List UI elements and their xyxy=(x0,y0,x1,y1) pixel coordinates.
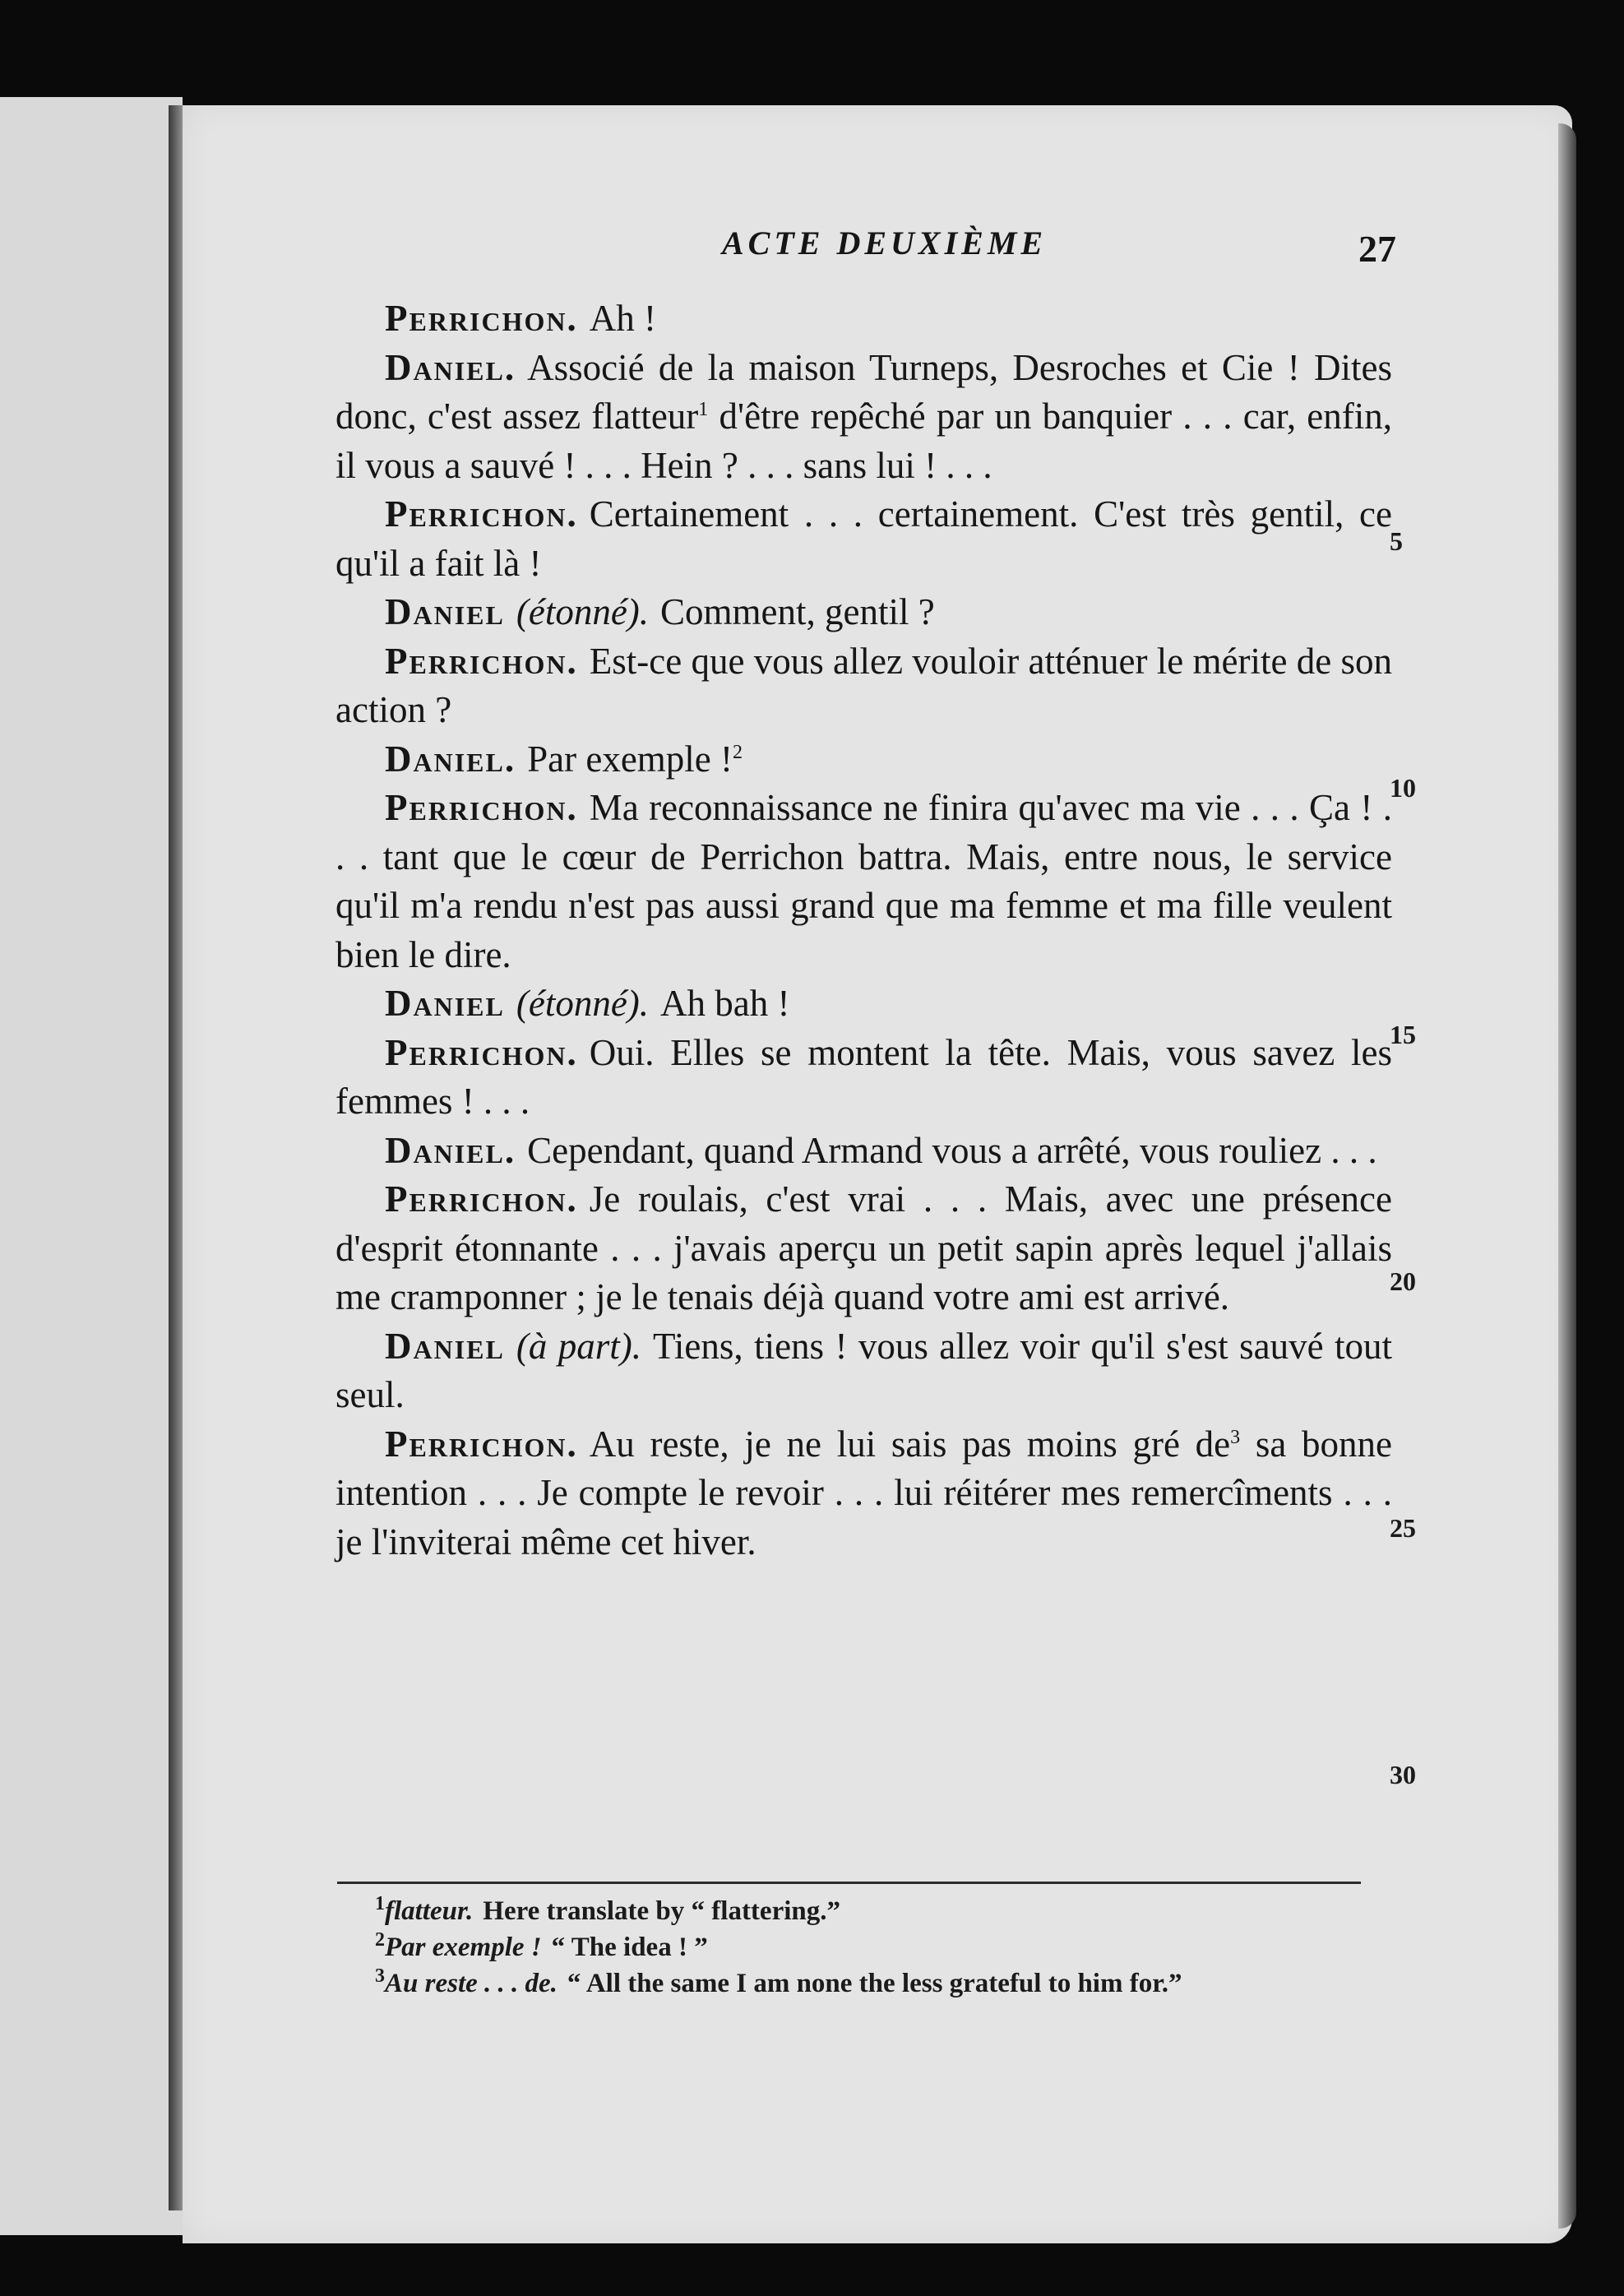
speech-text: Certainement . . . certainement. C'est très gentil, ce qu'il a fait là ! xyxy=(335,493,1392,584)
dialogue-line xyxy=(335,1420,1392,1567)
footnotes xyxy=(335,1893,1363,2002)
footnote-term: flatteur. xyxy=(385,1896,474,1926)
speaker-name: Daniel xyxy=(385,1325,505,1367)
line-number: 25 xyxy=(1390,1513,1416,1543)
dialogue-line xyxy=(335,344,1392,491)
speaker-name: Daniel xyxy=(385,591,505,632)
footnote-term: Au reste . . . de. xyxy=(385,1969,558,1998)
speaker-name: Daniel xyxy=(385,983,505,1024)
speech-text: Je roulais, c'est vrai . . . Mais, avec une présence d'esprit étonnante . . . j'avais aperçu un petit sapin après lequel j'allais me cramponner ; je le tenais déjà quand votre ami est arrivé. xyxy=(335,1178,1392,1317)
dialogue-line xyxy=(335,294,1392,344)
speaker-name: Perrichon. xyxy=(385,493,578,535)
running-head: ACTE DEUXIÈME xyxy=(722,225,1048,262)
speech-text: Ah ! xyxy=(589,298,656,339)
speaker-name: Perrichon. xyxy=(385,640,578,682)
dialogue-line xyxy=(335,588,1392,637)
line-number: 30 xyxy=(1390,1760,1416,1789)
dialogue-line xyxy=(335,735,1392,785)
line-number: 5 xyxy=(1390,526,1403,556)
speech-text: Ma reconnaissance ne finira qu'avec ma vie . . . Ça ! . . . tant que le cœur de Perrichon battra. Mais, entre nous, le service qu'il m'a rendu n'est pas aussi grand que ma femme et ma fille veulent bien le dire. xyxy=(335,787,1392,975)
speech-text: Est-ce que vous allez vouloir atténuer le mérite de son action ? xyxy=(335,640,1392,730)
dialogue-line xyxy=(335,784,1392,979)
speaker-name: Perrichon. xyxy=(385,1031,578,1073)
stage-direction: (étonné). xyxy=(516,983,650,1024)
dialogue-line xyxy=(335,1029,1392,1127)
speaker-name: Daniel. xyxy=(385,346,516,388)
footnote-rule xyxy=(337,1882,1361,1884)
speech-text: Par exemple ! xyxy=(527,738,733,780)
footnote xyxy=(335,1929,1363,1965)
facing-page-edge xyxy=(0,97,183,2235)
footnote-number: 3 xyxy=(375,1965,385,1987)
footnote-term: Par exemple ! xyxy=(385,1933,542,1962)
line-number: 20 xyxy=(1390,1266,1416,1296)
line-number: 10 xyxy=(1390,773,1416,803)
speech-text: Associé de la maison Turneps, Desroches et Cie ! Dites donc, c'est assez flatteur xyxy=(335,346,1392,437)
dialogue-line xyxy=(335,1322,1392,1420)
footnote xyxy=(335,1965,1363,2002)
speech-text: Comment, gentil ? xyxy=(660,591,935,632)
speaker-name: Perrichon. xyxy=(385,1178,578,1220)
dialogue-line xyxy=(335,1127,1392,1176)
footnote-marker: 2 xyxy=(733,741,743,763)
footnote-gloss: “ All the same I am none the less grateful to him for.” xyxy=(567,1969,1182,1998)
speaker-name: Perrichon. xyxy=(385,298,578,339)
stage-direction: (étonné). xyxy=(516,591,650,632)
page-shadow-edge xyxy=(1558,123,1576,2229)
speaker-name: Perrichon. xyxy=(385,1423,578,1465)
footnote-number: 1 xyxy=(375,1893,385,1914)
footnote xyxy=(335,1893,1363,1929)
speech-text: Au reste, je ne lui sais pas moins gré de xyxy=(589,1423,1231,1465)
dialogue-line xyxy=(335,490,1392,588)
dialogue-text xyxy=(335,294,1392,1567)
footnote-gloss: Here translate by “ flattering.” xyxy=(483,1896,840,1926)
speech-text: sa bonne intention . . . Je compte le revoir . . . lui réitérer mes remercîments . . . je l'inviterai même cet hiver. xyxy=(335,1423,1392,1562)
speech-text: Tiens, tiens ! vous allez voir qu'il s'est sauvé tout seul. xyxy=(335,1325,1392,1415)
speaker-name: Daniel. xyxy=(385,1129,516,1171)
line-number: 15 xyxy=(1390,1020,1416,1049)
speech-text: Cependant, quand Armand vous a arrêté, vous rouliez . . . xyxy=(527,1129,1377,1171)
stage-direction: (à part). xyxy=(516,1325,642,1367)
dialogue-line xyxy=(335,979,1392,1029)
dialogue-line xyxy=(335,1175,1392,1322)
footnote-marker: 1 xyxy=(698,399,709,420)
speech-text: d'être repêché par un banquier . . . car, enfin, il vous a sauvé ! . . . Hein ? . . . sans lui ! . . . xyxy=(335,396,1392,486)
dialogue-line xyxy=(335,637,1392,735)
speech-text: Oui. Elles se montent la tête. Mais, vous savez les femmes ! . . . xyxy=(335,1031,1392,1122)
speech-text: Ah bah ! xyxy=(660,983,790,1024)
speaker-name: Daniel. xyxy=(385,738,516,780)
footnote-number: 2 xyxy=(375,1929,385,1951)
footnote-marker: 3 xyxy=(1230,1426,1241,1448)
page-number: 27 xyxy=(1358,228,1396,270)
footnote-gloss: “ The idea ! ” xyxy=(551,1933,708,1962)
speaker-name: Perrichon. xyxy=(385,787,578,828)
